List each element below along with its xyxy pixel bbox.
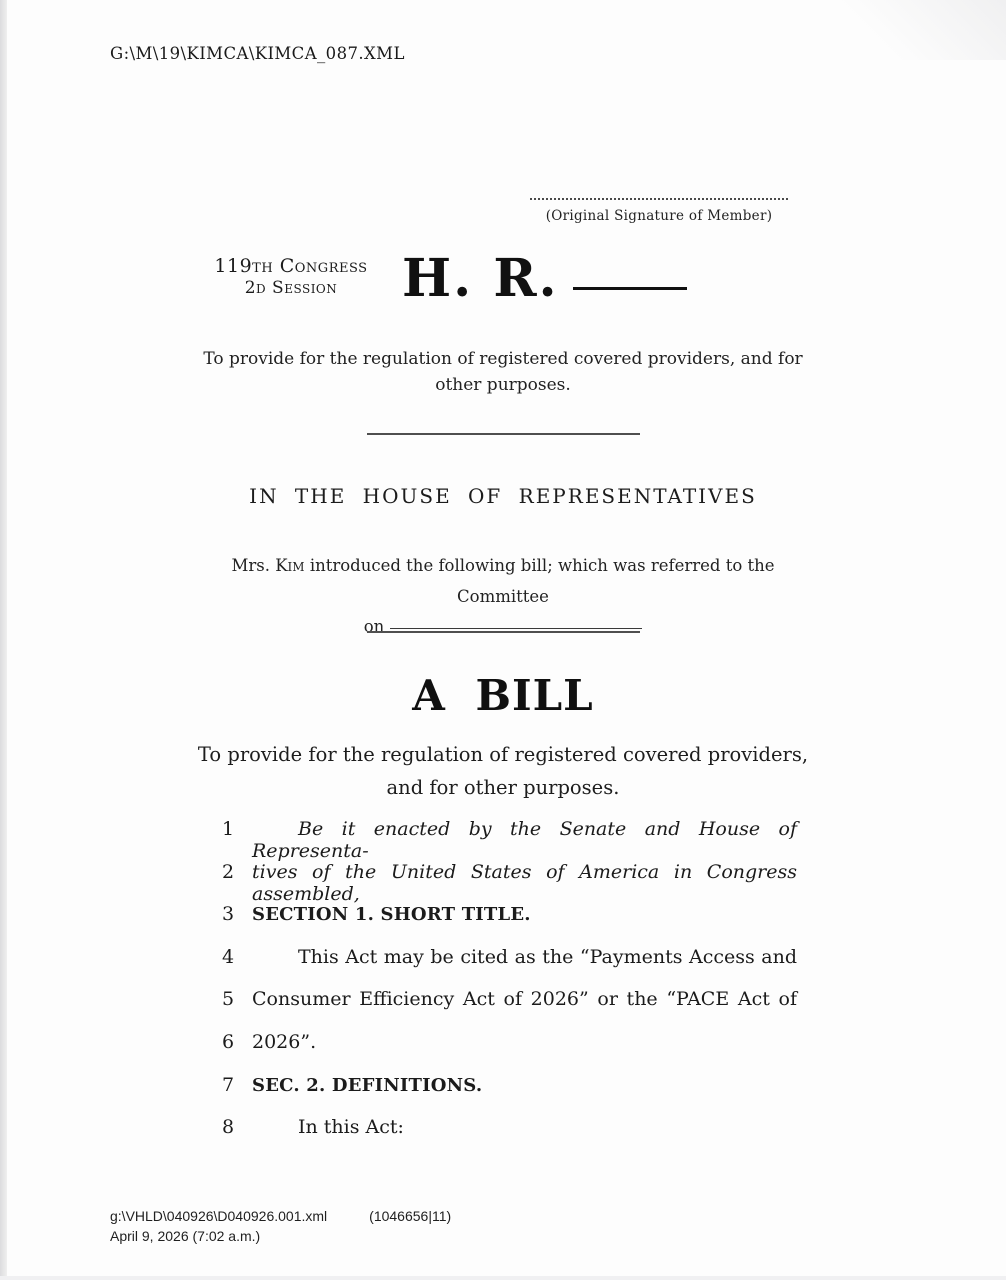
separator-rule-1 [367, 433, 640, 435]
body-line-1 [222, 818, 797, 861]
congress-session-block [200, 256, 382, 298]
body-line-4 [222, 946, 797, 989]
bill-number-row [402, 248, 687, 309]
session-number: 2d Session [244, 277, 338, 298]
line-number: 8 [222, 1116, 235, 1139]
line-number: 7 [222, 1073, 235, 1096]
footer-date: April 9, 2026 (7:02 a.m.) [110, 1228, 261, 1245]
congress-number: 119th Congress [214, 255, 368, 277]
bill-type-label: H. R. [402, 248, 559, 309]
header-file-path: G:\M\19\KIMCA\KIMCA_087.XML [110, 44, 405, 63]
page-bottom-edge [0, 1276, 1006, 1280]
footer-block [110, 1206, 451, 1247]
line-text: 2026”. [252, 1030, 317, 1053]
line-number: 5 [222, 988, 235, 1011]
footer-stamp: (1046656|11) [369, 1208, 452, 1224]
line-number: 4 [222, 945, 235, 968]
committee-name-blank [390, 628, 642, 629]
preamble-top: To provide for the regulation of registered covered providers, and for other purposes. [203, 349, 803, 396]
page-left-edge [0, 0, 7, 1280]
footer-file-path: g:\VHLD\040926\D040926.001.xml [110, 1208, 328, 1224]
body-line-6 [222, 1031, 797, 1074]
body-line-7-section-heading [222, 1074, 797, 1117]
line-number: 2 [222, 860, 235, 883]
footer-file-row [110, 1206, 451, 1226]
body-line-5 [222, 988, 797, 1031]
line-number: 6 [222, 1030, 235, 1053]
chamber-heading: IN THE HOUSE OF REPRESENTATIVES [249, 484, 757, 508]
separator-rule-2 [367, 631, 640, 633]
introduction-rest: introduced the following bill; which was referred to the Committee [304, 556, 775, 606]
body-line-3-section-heading [222, 903, 797, 946]
line-number: 3 [222, 903, 235, 926]
committee-on-word: on [363, 617, 385, 637]
introduction-paragraph [195, 551, 811, 643]
bill-title: A BILL [412, 671, 594, 720]
line-text: In this Act: [298, 1116, 404, 1139]
signature-caption: (Original Signature of Member) [545, 208, 773, 224]
sponsor-prefix: Mrs. [231, 556, 276, 575]
body-line-2 [222, 861, 797, 904]
bill-number-blank [573, 287, 687, 290]
signature-block [530, 198, 788, 224]
line-number: 1 [222, 818, 235, 840]
line-text: tives of the United States of America in Congress assembled, [252, 860, 797, 905]
body-line-8 [222, 1116, 797, 1159]
sponsor-name: Kim [275, 556, 305, 575]
line-text: Be it enacted by the Senate and House of Representa- [252, 818, 797, 862]
line-text: This Act may be cited as the “Payments Access and [298, 945, 797, 968]
signature-dotted-line [530, 198, 788, 200]
line-text: Consumer Efficiency Act of 2026” or the “PACE Act of [252, 988, 797, 1011]
line-text: SECTION 1. SHORT TITLE. [252, 904, 531, 926]
line-text: SEC. 2. DEFINITIONS. [252, 1074, 483, 1096]
bill-preamble: To provide for the regulation of registered covered providers, and for other purposes. [197, 743, 809, 800]
bill-body [222, 818, 797, 1159]
page-corner-shade [786, 0, 1006, 60]
